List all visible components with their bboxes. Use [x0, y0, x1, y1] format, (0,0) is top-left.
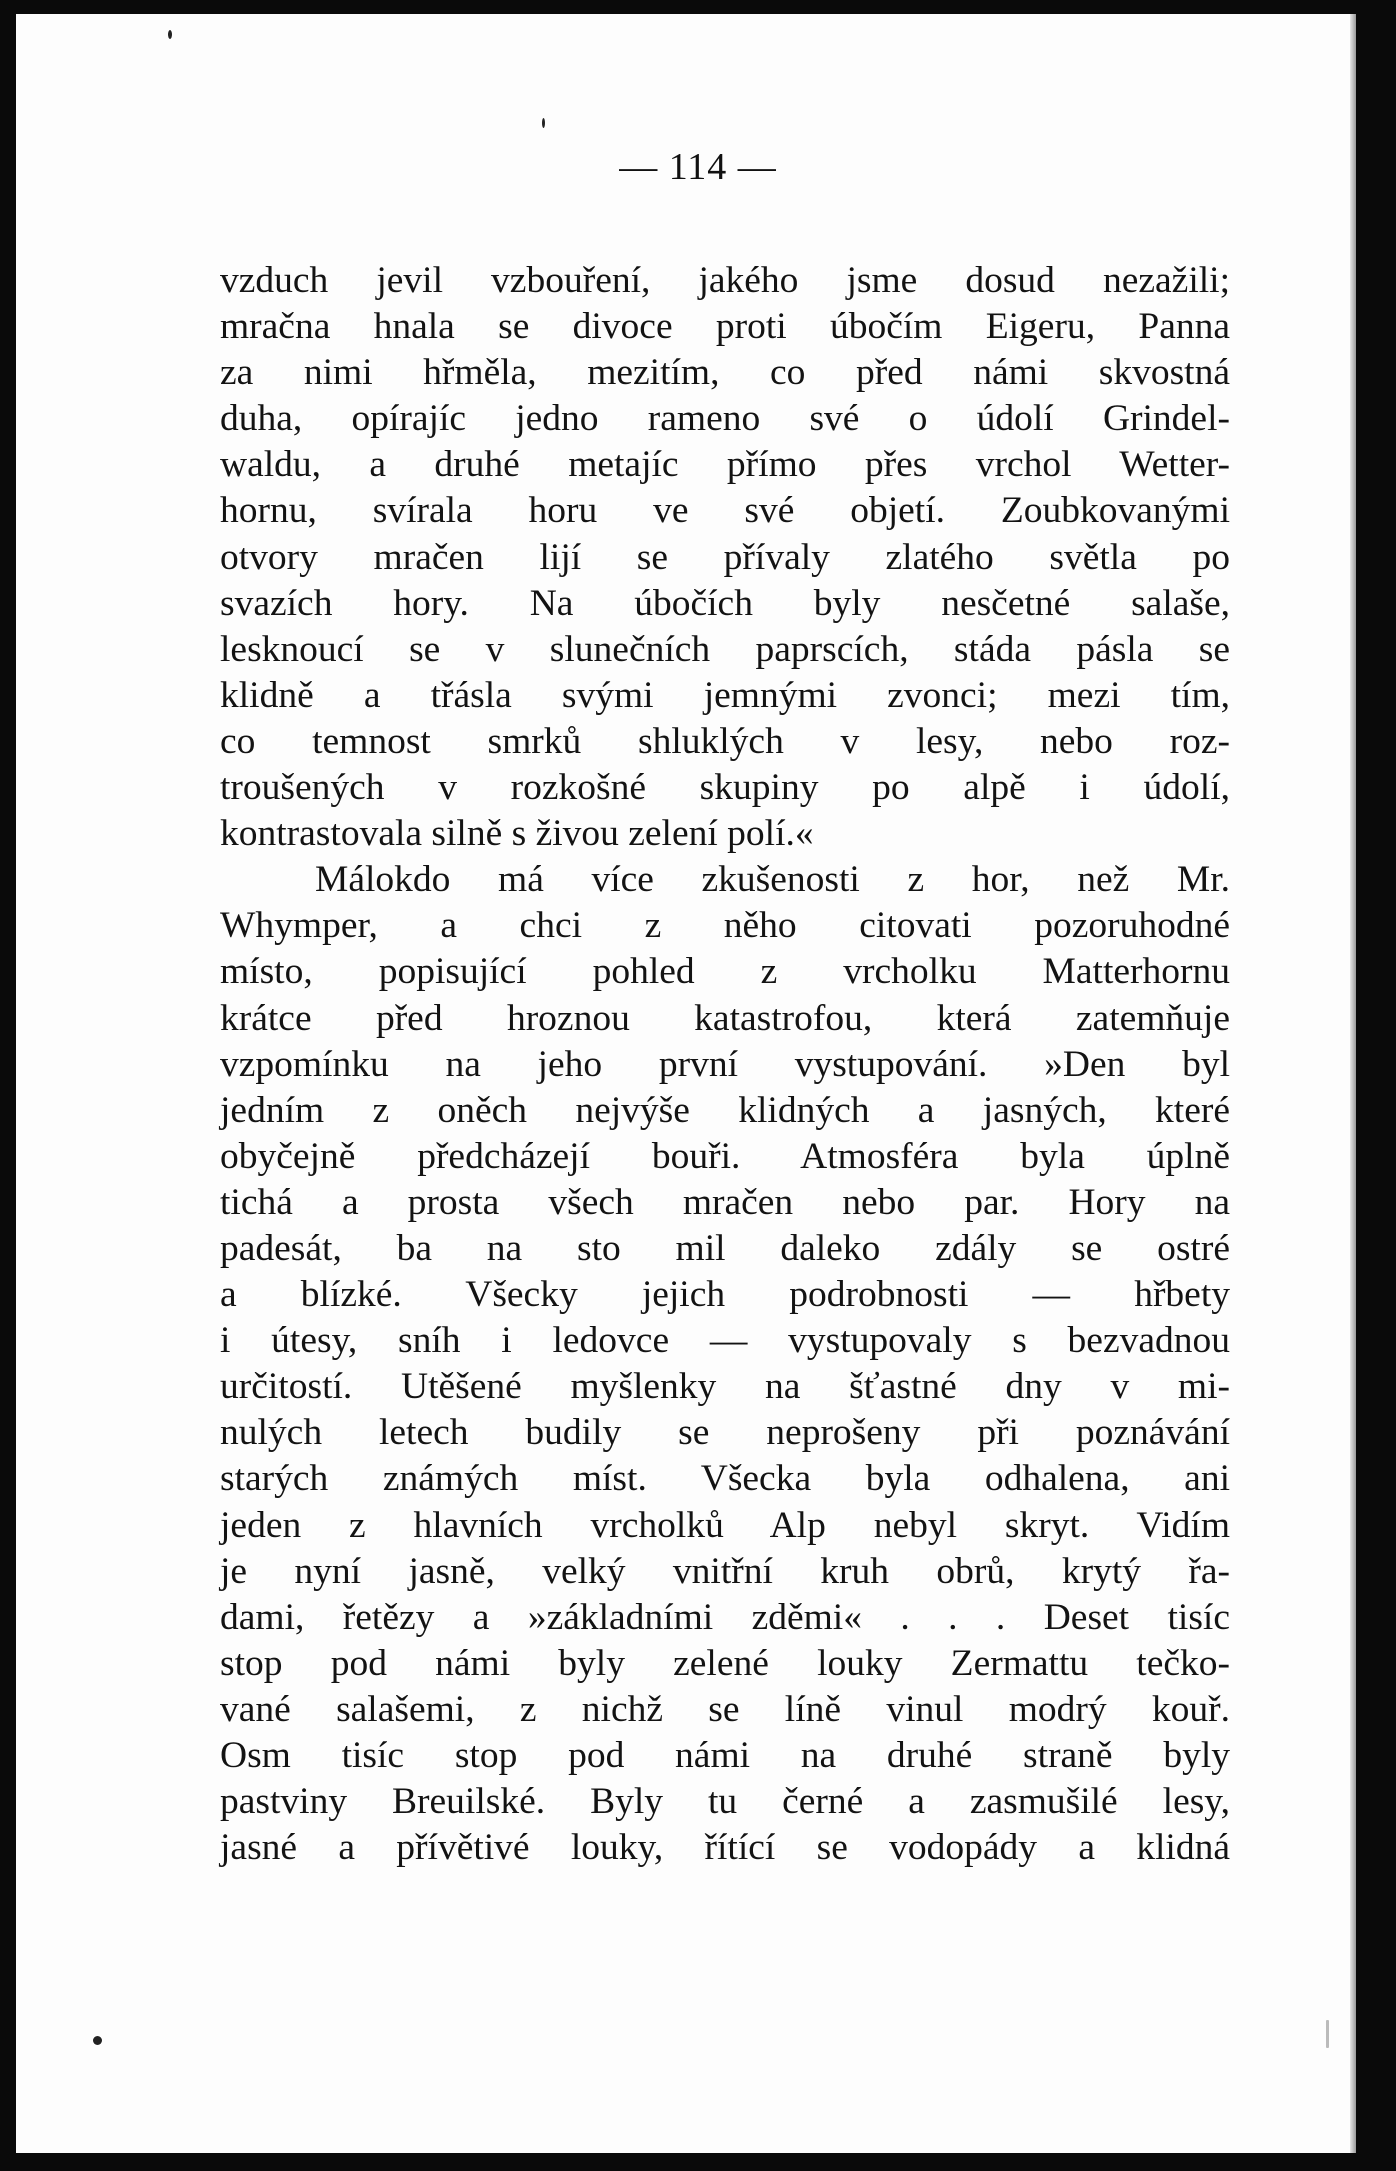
- scan-speck: [168, 30, 172, 39]
- text-line: otvory mračen lijí se přívaly zlatého světla po: [220, 536, 1230, 578]
- text-line: Whymper, a chci z něho citovati pozoruhodné: [220, 905, 1230, 947]
- text-line: mračna hnala se divoce proti úbočím Eigeru, Panna: [220, 306, 1230, 348]
- body-text: [220, 258, 1230, 1871]
- text-line: kontrastovala silně s živou zelení polí.«: [220, 813, 814, 855]
- text-line: padesát, ba na sto mil daleko zdály se ostré: [220, 1227, 1230, 1269]
- text-line: je nyní jasně, velký vnitřní kruh obrů, krytý řa-: [220, 1550, 1230, 1592]
- page-number: — 114 —: [619, 146, 777, 188]
- text-line: co temnost smrků shluklých v lesy, nebo roz-: [220, 720, 1230, 762]
- text-line: určitostí. Utěšené myšlenky na šťastné dny v mi-: [220, 1366, 1230, 1408]
- text-line: obyčejně předcházejí bouři. Atmosféra byla úplně: [220, 1135, 1230, 1177]
- text-line: jeden z hlavních vrcholků Alp nebyl skryt. Vidím: [220, 1504, 1230, 1546]
- page-edge-shadow: [1350, 14, 1356, 2153]
- text-line: krátce před hroznou katastrofou, která zatemňuje: [220, 997, 1230, 1039]
- text-line: waldu, a druhé metajíc přímo přes vrchol Wetter-: [220, 444, 1230, 486]
- text-line: i útesy, sníh i ledovce — vystupovaly s bezvadnou: [220, 1320, 1230, 1362]
- text-line: a blízké. Všecky jejich podrobnosti — hřbety: [220, 1274, 1230, 1316]
- text-line: dami, řetězy a »základními zděmi« . . . Deset tisíc: [220, 1596, 1230, 1638]
- text-line: starých známých míst. Všecka byla odhalena, ani: [220, 1458, 1230, 1500]
- text-line: hornu, svírala horu ve své objetí. Zoubkovanými: [220, 490, 1230, 532]
- paragraph: [220, 857, 1230, 1871]
- text-line: klidně a třásla svými jemnými zvonci; mezi tím,: [220, 674, 1230, 716]
- scan-speck: [542, 118, 545, 128]
- text-line: místo, popisující pohled z vrcholku Matterhornu: [220, 951, 1230, 993]
- text-line: pastviny Breuilské. Byly tu černé a zasmušilé lesy,: [220, 1781, 1230, 1823]
- text-line: Málokdo má více zkušenosti z hor, než Mr.: [315, 859, 1230, 901]
- text-line: vzduch jevil vzbouření, jakého jsme dosud nezažili;: [220, 260, 1230, 301]
- text-line: duha, opírajíc jedno rameno své o údolí Grindel-: [220, 398, 1230, 440]
- text-line: svazích hory. Na úbočích byly nesčetné salaše,: [220, 582, 1230, 624]
- text-line: Osm tisíc stop pod námi na druhé straně byly: [220, 1735, 1230, 1776]
- text-line: troušených v rozkošné skupiny po alpě i údolí,: [220, 767, 1230, 809]
- text-line: vzpomínku na jeho první vystupování. »Den byl: [220, 1043, 1230, 1085]
- text-line: nulých letech budily se neprošeny při poznávání: [220, 1412, 1230, 1454]
- text-line: jasné a přívětivé louky, řítící se vodopády a klidná: [220, 1827, 1230, 1869]
- text-line: stop pod námi byly zelené louky Zermattu tečko-: [220, 1642, 1230, 1684]
- paragraph: [220, 258, 1230, 857]
- scan-speck: [93, 2036, 102, 2045]
- text-line: tichá a prosta všech mračen nebo par. Hory na: [220, 1181, 1230, 1223]
- text-line: jedním z oněch nejvýše klidných a jasných, které: [220, 1089, 1230, 1131]
- text-line: za nimi hřměla, mezitím, co před námi skvostná: [220, 352, 1230, 394]
- text-line: vané salašemi, z nichž se líně vinul modrý kouř.: [220, 1688, 1230, 1730]
- text-line: lesknoucí se v slunečních paprscích, stáda pásla se: [220, 628, 1230, 670]
- scan-speck: [1326, 2020, 1329, 2048]
